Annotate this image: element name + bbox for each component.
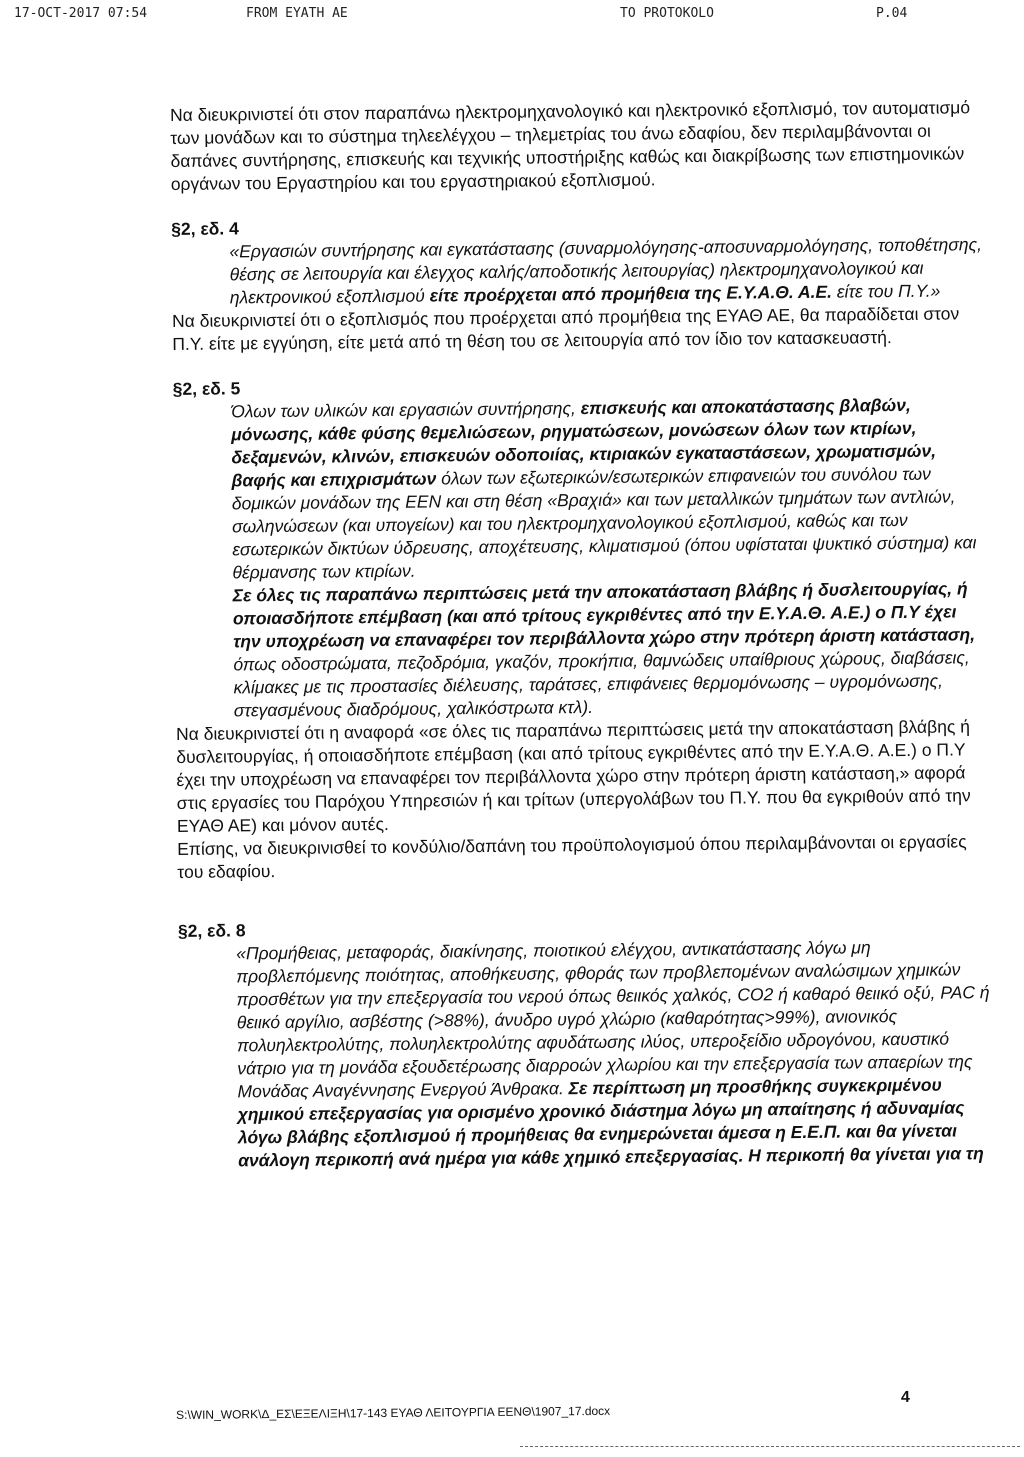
section-s5 <box>173 370 990 884</box>
section-heading: §2, εδ. 8 <box>177 920 246 941</box>
section-s4 <box>171 210 984 356</box>
bottom-rule <box>520 1446 1020 1448</box>
clarification-paragraph: Να διευκρινιστεί ότι η αναφορά «σε όλες τις παραπάνω περιπτώσεις μετά την αποκατάσταση βλάβης ή δυσλειτουργίας, ή οποιασδήποτε επέμβαση (και από τρίτους εγκριθέντες από την Ε.Υ.Α.Θ. Α.Ε.) ο Π.Υ έχει την υποχρέωση να επαναφέρει τον περιβάλλοντα χώρο στην πρότερη άριστη κατάσταση,» αφορά στις εργασίες του Παρόχου Υπηρεσιών ή και τρίτων (υπεργολάβων του Π.Υ. που θα εγκριθούν από την ΕΥΑΘ ΑΕ) και μόνον αυτές. <box>175 716 971 836</box>
section-heading: §2, εδ. 4 <box>171 218 239 239</box>
document-body <box>170 96 992 1173</box>
clarification-paragraph-2: Επίσης, να διευκρινισθεί το κονδύλιο/δαπάνη του προϋπολογισμού όπου περιλαμβάνονται οι εργασίες του εδαφίου. <box>177 831 967 882</box>
section-heading: §2, εδ. 5 <box>172 378 241 399</box>
quoted-text <box>231 393 987 584</box>
fax-page-number: P.04 <box>876 6 908 21</box>
quote-bold: Σε όλες τις παραπάνω περιπτώσεις μετά την αποκατάσταση βλάβης ή δυσλειτουργίας, ή οποιασδήποτε επέμβαση (και από τρίτους εγκριθέντες από την Ε.Υ.Α.Θ. Α.Ε.) ο Π.Υ έχει την υποχρέωση να επαναφέρει τον περιβάλλοντα χώρο στην πρότερη άριστη κατάσταση, <box>232 578 976 652</box>
quoted-text-2 <box>233 577 988 722</box>
fax-recipient: TO PROTOKOLO <box>620 6 714 21</box>
fax-sender: FROM EYATH AE <box>246 6 348 21</box>
page-footer <box>176 1388 936 1422</box>
quote-tail: όλων των εξωτερικών/εσωτερικών επιφανειών του συνόλου των δομικών μονάδων της ΕΕΝ και στη θέση «Βραχιά» και των μεταλλικών τμημάτων των αντλιών, σωληνώσεων (και υπογείων) και του ηλεκτρομηχανολογικού εξοπλισμού, καθώς και των εσωτερικών δικτύων ύδρευσης, αποχέτευσης, κλιματισμού (όπου υφίσταται ψυκτικό σύστημα) και θέρμανσης των κτιρίων. <box>231 463 977 583</box>
section-s8 <box>178 912 992 1173</box>
fax-datetime: 17-OCT-2017 07:54 <box>14 6 148 21</box>
quote-normal: «Προμήθειας, μεταφοράς, διακίνησης, ποιοτικού ελέγχου, αντικατάστασης λόγω μη προβλεπόμενης ποιότητας, αποθήκευσης, φθοράς των προβλεπομένων αναλώσιμων χημικών προσθέτων για την επεξεργασία του νερού όπως θειικός χαλκός, CO2 ή καθαρό θειικό οξύ, PAC ή θειικό αργίλιο, ασβέστης (>88%), άνυδρο υγρό χλώριο (καθαρότητας>99%), ανιονικός πολυηλεκτρολύτης, πολυηλεκτρολύτης αφυδάτωσης ιλύος, υπεροξείδιο υδρογόνου, καυστικό νάτριο για τη μονάδα εξουδετέρωσης διαρροών χλωρίου και την επεξεργασία των απαερίων της Μονάδας Αναγέννησης Ενεργού Άνθρακα. <box>236 937 990 1102</box>
quote-bold: είτε προέρχεται από προμήθεια της Ε.Υ.Α.Θ. Α.Ε. <box>429 281 833 306</box>
quoted-text <box>229 233 984 309</box>
quote-tail: όπως οδοστρώματα, πεζοδρόμια, γκαζόν, προκήπια, θαμνώδεις υπαίθριους χώρους, διαβάσεις, κλίμακες με τις προστασίες διέλευσης, ταράτσες, επιφάνειες θερμομόνωσης – υγρομόνωσης, στεγασμένους διαδρόμους, χαλικόστρωτα κτλ). <box>233 647 970 721</box>
quote-bold: Σε περίπτωση μη προσθήκης συγκεκριμένου χημικού επεξεργασίας για ορισμένο χρονικό διάστημα λόγω μη απαίτησης ή αδυναμίας λόγω βλάβης εξοπλισμού ή προμήθειας θα ενημερώνεται άμεσα η Ε.Ε.Π. και θα γίνεται ανάλογη περικοπή ανά ημέρα για κάθε χημικό επεξεργασίας. Η περικοπή θα γίνεται για τη <box>237 1074 984 1171</box>
file-path: S:\WIN_WORK\Δ_ΕΣ\ΕΞΕΛΙΞΗ\17-143 ΕΥΑΘ ΛΕΙΤΟΥΡΓΙΑ ΕΕΝΘ\1907_17.docx <box>176 1403 611 1422</box>
footer-page-number: 4 <box>900 1388 910 1407</box>
clarification-paragraph: Να διευκρινιστεί ότι ο εξοπλισμός που προέρχεται από προμήθεια της ΕΥΑΘ ΑΕ, θα παραδίδεται στον Π.Υ. είτε με εγγύηση, είτε μετά από τη θέση του σε λειτουργία από τον ίδιο τον κατασκευαστή. <box>171 303 960 354</box>
quoted-text <box>236 935 992 1172</box>
intro-paragraph: Να διευκρινιστεί ότι στον παραπάνω ηλεκτρομηχανολογικό και ηλεκτρονικό εξοπλισμό, τον αυτοματισμό των μονάδων και το σύστημα τηλεελέγχου – τηλεμετρίας του άνω εδαφίου, δεν περιλαμβάνονται οι δαπάνες συντήρησης, επισκευής και τεχνικής υποστήριξης καθώς και διακρίβωσης των επιστημονικών οργάνων του Εργαστηρίου και του εργαστηριακού εξοπλισμού. <box>170 97 971 194</box>
quote-normal: Όλων των υλικών και εργασιών συντήρησης, <box>230 398 581 422</box>
quote-bold: επισκευής και αποκατάστασης βλαβών, μόνωσης, κάθε φύσης θεμελιώσεων, ρηγματώσεων, μονώσεων όλων των κτιρίων, δεξαμενών, κλινών, επισκευών οδοποιίας, κτιριακών εγκαταστάσεων, χρωματισμών, βαφής και επιχρισμάτων <box>231 394 937 491</box>
fax-header <box>14 6 1010 28</box>
quote-tail: είτε του Π.Υ.» <box>831 280 941 302</box>
quote-normal: «Εργασιών συντήρησης και εγκατάστασης (συναρμολόγησης-αποσυναρμολόγησης, τοποθέτησης, θέσης σε λειτουργία και έλεγχος καλής/αποδοτικής λειτουργίας) ηλεκτρομηχανολογικού και ηλεκτρονικού εξοπλισμού <box>229 234 983 308</box>
